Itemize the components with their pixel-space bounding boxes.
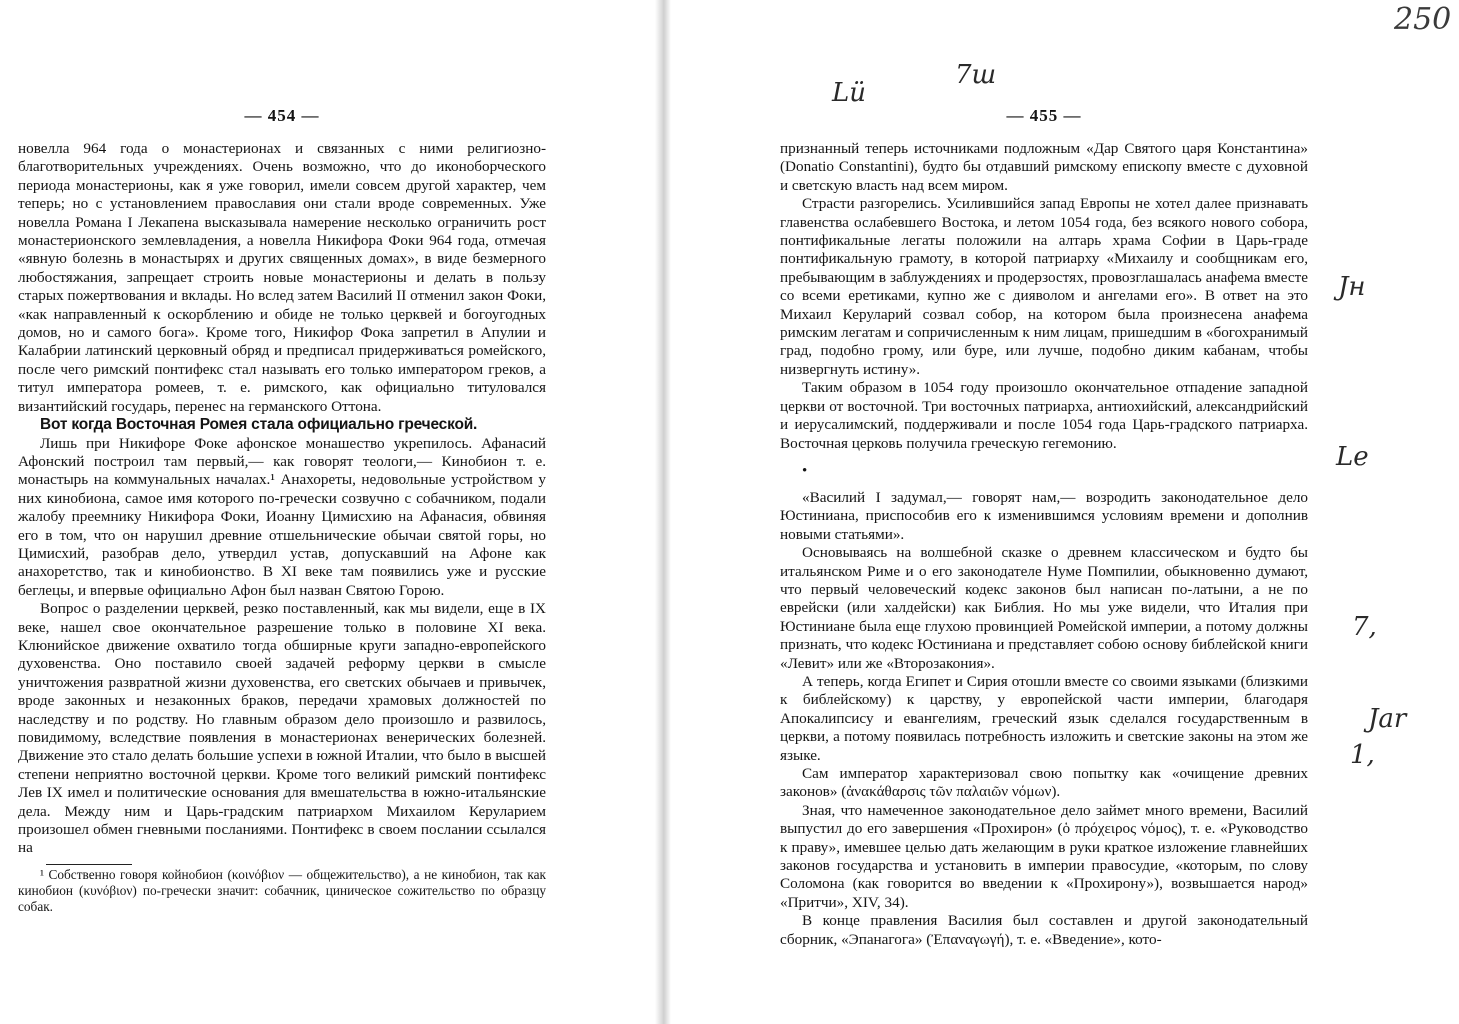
left-page	[18, 0, 546, 1024]
left-page-number: — 454 —	[244, 106, 320, 125]
paragraph: Сам император характеризовал свою попытку как «очищение древних законов» (ἀνακάθαρσις τῶν παλαιῶν νόμων).	[780, 765, 1308, 801]
handwritten-note: Lü	[832, 78, 867, 108]
right-page-text	[780, 140, 1308, 949]
paragraph: Страсти разгорелись. Усилившийся запад Европы не хотел далее признавать главенства ослабевшего Востока, и летом 1054 года, без всякого нового собора, понтификальные легаты положили на алтарь храма Софии в Царь-граде понтификальную грамоту, в которой патриарху «Михаилу и сообщникам его, пребывающим в заблуждениях и продерзостях, провозглашалась анафема вместе со всеми еретиками, купно же с дияволом и ангелами его». В ответ на это Михаил Керуларий созвал собор, на котором была произнесена анафема римским легатам и сопричисленным к ним лицам, пришедшим в «богохранимый град, подобно грому, или буре, или лучше, подобно диким кабанам, чтобы низвергнуть истину».	[780, 195, 1308, 378]
footnote: ¹ Собственно говоря койнобион (κοινόβιον — общежительство), а не кинобион, так как кинобион (κυνόβιον) по-гречески значит: собачник, циническое сожительство по образцу собак.	[18, 866, 546, 914]
section-separator: •	[802, 462, 808, 479]
paragraph: А теперь, когда Египет и Сирия отошли вместе со своими языками (близкими к библейскому) к царству, у европейской части империи, благодаря Апокалипсису и евангелиям, греческий язык сделался государственным в церкви, а потому появилась потребность изложить и светские законы на этом же языке.	[780, 672, 1308, 764]
right-page	[780, 0, 1308, 1024]
paragraph: Таким образом в 1054 году произошло окончательное отпадение западной церкви от восточной. Три восточных патриарха, антиохийский, александрийский и иерусалимский, поддерживали и после 1054 года Царь-градского патриарха. Восточная церковь получила греческую гегемонию.	[780, 379, 1308, 452]
footnote-rule	[46, 864, 132, 865]
paragraph: признанный теперь источниками подложным «Дар Святого царя Константина» (Donatio Constantini), будто бы отдавший римскому епископу вместе с духовной и светскую власть над всем миром.	[780, 140, 1308, 194]
handwritten-note: Le	[1336, 442, 1369, 472]
paragraph: Вопрос о разделении церквей, резко поставленный, как мы видели, еще в IX веке, нашел свое окончательное разрешение только в половине XI века. Клюнийское движение охватило тогда обширные круги западно-европейского духовенства. Оно поставило своей задачей реформу церкви в смысле уничтожения развратной жизни духовенства, его светских обычаев и привычек, вроде законных и незаконных браков, передачи храмовых должностей по наследству и по родству. Но главным образом дело произошло и развилось, повидимому, вследствие появления в монастерионах венерических болезней. Движение это стало делать большие успехи в южной Италии, что было в высшей степени неприятно восточной церкви. Кроме того великий римский понтифекс Лев IX имел и политические основания для вмешательства в южно-итальянские дела. Между ним и Царь-градским патриархом Михаилом Керуларием произошел обмен гневными посланиями. Понтифекс в своем послании ссылался на	[18, 600, 546, 857]
paragraph: Основываясь на волшебной сказке о древнем классическом и будто бы итальянском Риме и о его законодателе Нуме Помпилии, обыкновенно думают, что первый человеческий кодекс законов был написан по-латыни, а не по еврейски (или халдейски) как Библия. Но мы уже видели, что Италия при Юстиниане была еще глухою провинцией Ромейской империи, а потому должны признать, что кодекс Юстиниана и представляет собою основу библейской книги «Левит» или же «Второзакония».	[780, 544, 1308, 672]
handwritten-note: 7ш	[955, 60, 997, 90]
section-heading: Вот когда Восточная Ромея стала официально греческой.	[40, 416, 478, 434]
right-page-number: — 455 —	[1006, 106, 1082, 125]
paragraph: Лишь при Никифоре Фоке афонское монашество укрепилось. Афанасий Афонский построил там первый,— как говорят теологи,— Кинобион т. е. монастырь на коммунальных началах.¹ Анахореты, недовольные устройством у них кинобиона, самое имя которого по-гречески созвучно с собачником, подали жалобу преемнику Никифора Фоки, Иоанну Цимисхию на Афанасия, обвиняя его в том, что он нарушил древние отшельнические обычаи святой горы, но Цимисхий, разобрав дело, утвердил устав, допускавший на Афоне как анахоретство, так и кинобионство. В XI веке там появились уже и русские беглецы, и впервые официально Афон был назван Святою Горою.	[18, 434, 546, 599]
left-page-text	[18, 140, 546, 915]
handwritten-note: Jн	[1338, 272, 1366, 302]
handwritten-note: 1,	[1350, 740, 1375, 770]
handwritten-note: Jar	[1368, 704, 1407, 734]
paragraph: новелла 964 года о монастерионах и связанных с ними религиозно-благотворительных учреждениях. Очень возможно, что до иконоборческого периода монастерионы, как я уже говорил, имели совсем другой характер, чем теперь; но с установлением православия они стали вроде современных. Уже новелла Романа I Лекапена высказывала намерение несколько ограничить рост монастерионского землевладения, а новелла Никифора Фоки 964 года, отмечая «явную болезнь в монастырях и других священных домах», в виде безмерного любостяжания, запрещает строить новые монастерионы и делать в пользу старых пожертвования и вклады. Но вслед затем Василий II отменил закон Фоки, «как направленный к оскорблению и обиде не только церквей и богоугодных домов, но и самого бога». Кроме того, Никифор Фока запретил в Апулии и Калабрии латинский церковный обряд и предписал придерживаться ромейского, после чего римский понтифекс стал называть его только императором греков, а титул императора ромеев, т. е. римского, как официально титуловался византийский государь, перенес на германского Оттона.	[18, 140, 546, 415]
book-gutter	[655, 0, 671, 1024]
paragraph: «Василий I задумал,— говорят нам,— возродить законодательное дело Юстиниана, приспособив его к изменившимся условиям времени и дополнив новыми статьями».	[780, 488, 1308, 543]
paragraph: В конце правления Василия был составлен и другой законодательный сборник, «Эпанагога» (Ἐπαναγωγή), т. е. «Введение», кото-	[780, 912, 1308, 948]
paragraph: Зная, что намеченное законодательное дело займет много времени, Василий выпустил до его завершения «Прохирон» (ὁ πρόχειρος νόμος), т. е. «Руководство к праву», имевшее целью дать желающим в руки краткое изложение главнейших законов государства и установить в империи правосудие, «которым, по слову Соломона (как говорится во введении к «Прохирону»), возвышается народ» «Притчи», XIV, 34).	[780, 801, 1308, 911]
handwritten-corner-number: 250	[1394, 2, 1452, 37]
handwritten-note: 7,	[1352, 612, 1377, 642]
